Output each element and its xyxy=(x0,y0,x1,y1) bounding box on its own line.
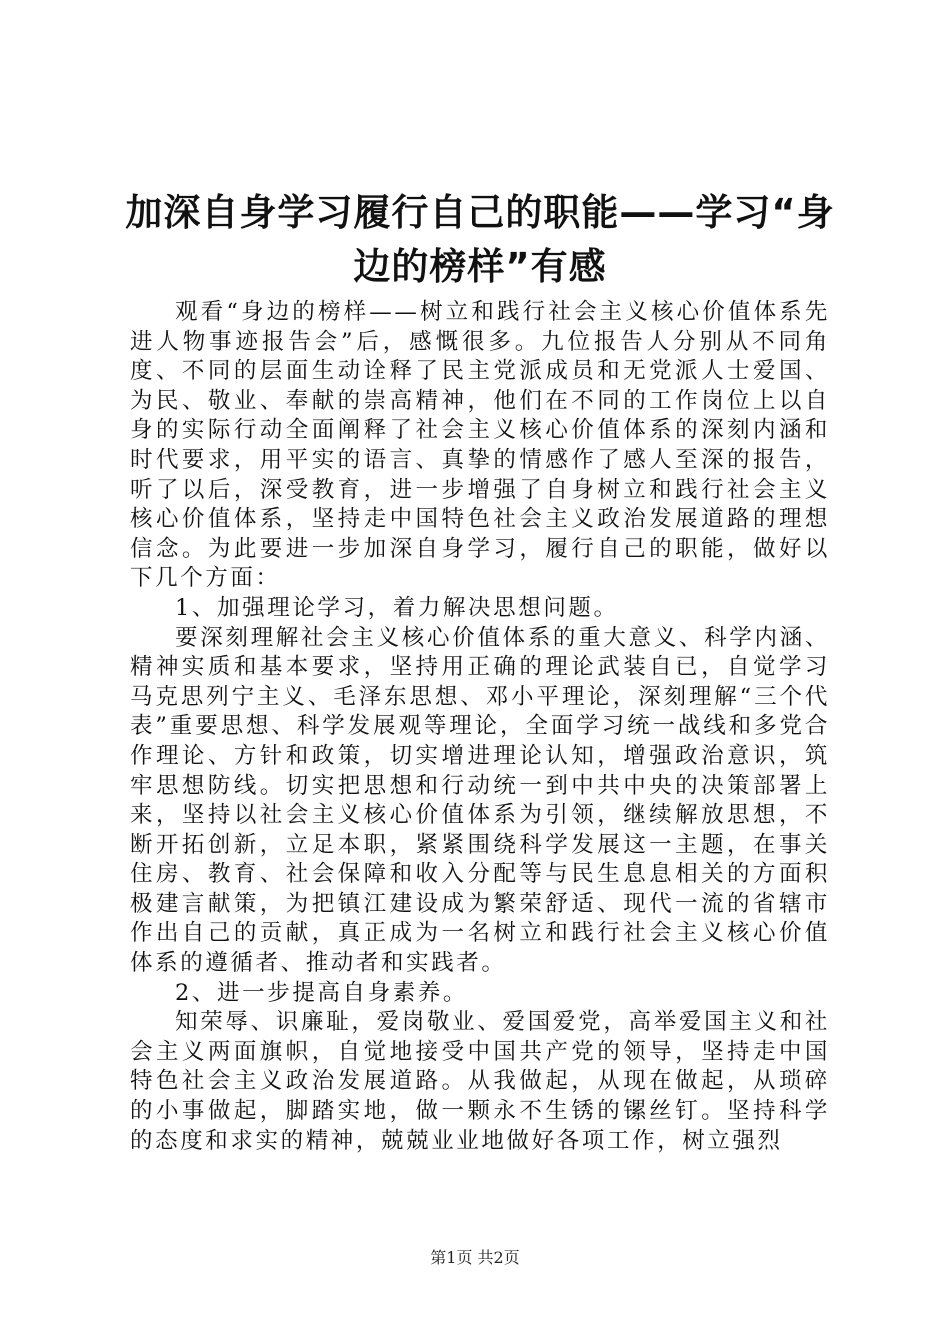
intro-paragraph: 观看“身边的榜样——树立和践行社会主义核心价值体系先进人物事迹报告会”后，感慨很多。九位报告人分别从不同角度、不同的层面生动诠释了民主党派成员和无党派人士爱国、为民、敬业、奉献的崇高精神，他们在不同的工作岗位上以自身的实际行动全面阐释了社会主义核心价值体系的深刻内涵和时代要求，用平实的语言、真挚的情感作了感人至深的报告，听了以后，深受教育，进一步增强了自身树立和践行社会主义核心价值体系，坚持走中国特色社会主义政治发展道路的理想信念。为此要进一步加深自身学习，履行自己的职能，做好以下几个方面： xyxy=(130,299,830,592)
section-paragraph-1: 要深刻理解社会主义核心价值体系的重大意义、科学内涵、精神实质和基本要求，坚持用正确的理论武装自已，自觉学习马克思列宁主义、毛泽东思想、邓小平理论，深刻理解“三个代表”重要思想、科学发展观等理论，全面学习统一战线和多党合作理论、方针和政策，切实增进理论认知，增强政治意识，筑牢思想防线。切实把思想和行动统一到中共中央的决策部署上来，坚持以社会主义核心价值体系为引领，继续解放思想，不断开拓创新，立足本职，紧紧围绕科学发展这一主题，在事关住房、教育、社会保障和收入分配等与民生息息相关的方面积极建言献策，为把镇江建设成为繁荣舒适、现代一流的省辖市作出自己的贡献，真正成为一名树立和践行社会主义核心价值体系的遵循者、推动者和实践者。 xyxy=(130,624,830,977)
document-body xyxy=(130,298,830,1156)
section-paragraph-2: 知荣辱、识廉耻，爱岗敬业、爱国爱党，高举爱国主义和社会主义两面旗帜，自觉地接受中国共产党的领导，坚持走中国特色社会主义政治发展道路。从我做起，从现在做起，从琐碎的小事做起，脚踏实地，做一颗永不生锈的镙丝钉。坚持科学的态度和求实的精神，兢兢业业地做好各项工作，树立强烈 xyxy=(130,1009,830,1154)
section-heading-1: 1、加强理论学习，着力解决思想问题。 xyxy=(175,594,619,621)
document-title: 加深自身学习履行自己的职能——学习“身边的榜样”有感 xyxy=(125,191,835,288)
section-heading-2: 2、进一步提高自身素养。 xyxy=(175,979,469,1006)
page-number-footer: 第1页 共2页 xyxy=(430,1248,520,1267)
